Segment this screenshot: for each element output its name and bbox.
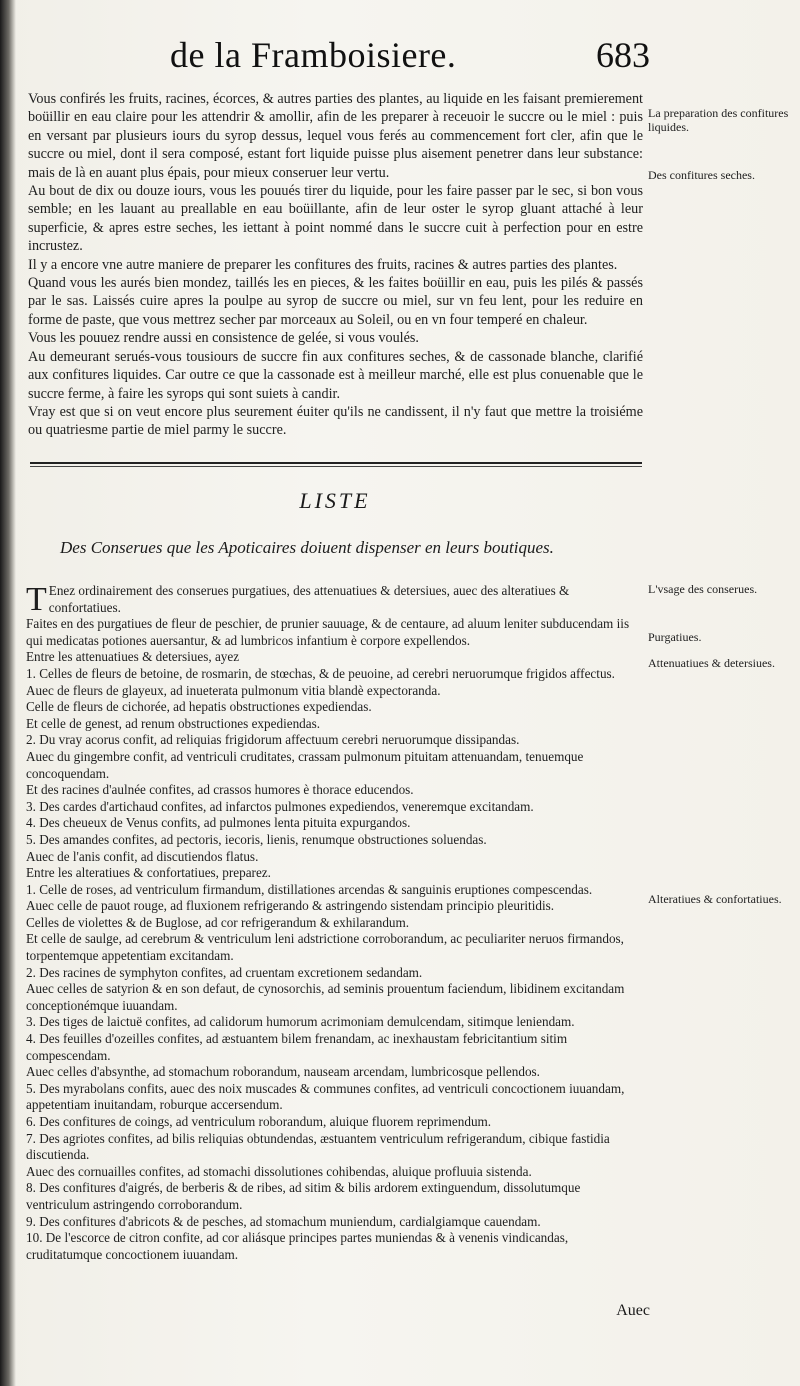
- list-item: Entre les attenuatiues & detersiues, ayez: [26, 649, 240, 665]
- body-text: [28, 90, 643, 440]
- list-item: Et celle de saulge, ad cerebrum & ventriculum leni adstrictione corroborandum, ac peculiariter neruos firmandos, torpentemque appetentiam excitandam.: [26, 931, 624, 964]
- list-item: Celle de fleurs de cichorée, ad hepatis obstructiones expediendas.: [26, 699, 372, 715]
- list-item: 1. Celles de fleurs de betoine, de rosmarin, de stœchas, & de peuoine, ad cerebri neruorumque frigidos affectus.: [26, 665, 615, 681]
- paragraph: Il y a encore vne autre maniere de preparer les confitures des fruits, racines & autres parties des plantes.: [28, 256, 618, 273]
- list-item: [26, 583, 644, 616]
- list-item: 1. Celle de roses, ad ventriculum firmandum, distillationes arcendas & sanguinis eruptiones compescendas.: [26, 881, 593, 897]
- list-item: Auec celles d'absynthe, ad stomachum roborandum, nauseam arcendam, lumbricosque pellendos.: [26, 1064, 540, 1080]
- list-item: Et des racines d'aulnée confites, ad crassos humores è thorace educendos.: [26, 782, 414, 798]
- margin-note: Attenuatiues & detersiues.: [648, 656, 775, 670]
- paragraph: Au bout de dix ou douze iours, vous les pouués tirer du liquide, pour les faire passer par le sec, si bon vous semble; en les lauant au preallable en eau boüillante, afin de leur oster le syrop gluant attaché à leur superficie, & apres estre seches, les iettant à point nommé dans le succre cuit à perfection pour en estre incrustez.: [28, 183, 643, 255]
- paragraph: Au demeurant serués-vous tousiours de succre fin aux confitures seches, & de cassonade blanche, clarifié aux confitures liquides. Car outre ce que la cassonade est à meilleur marché, elle est plus conuenable que le succre ferme, à faire les syrops qui sont suiets à candir.: [28, 348, 643, 402]
- list-item: Auec celle de pauot rouge, ad fluxionem refrigerando & astringendo sistendam principio pleuritidis.: [26, 898, 555, 914]
- list-item: 5. Des amandes confites, ad pectoris, iecoris, lienis, renumque obstructiones soluendas.: [26, 831, 487, 847]
- list-item: 8. Des confitures d'aigrés, de berberis & de ribes, ad sitim & bilis ardorem extinguendum, dissolutumque ventriculum astringendo corroborandum.: [26, 1180, 581, 1212]
- running-title: de la Framboisiere.: [170, 35, 457, 75]
- paragraph: Vray est que si on veut encore plus seurement éuiter qu'ils ne candissent, il n'y faut que mettre la troisiéme ou quatriesme partie de miel parmy le succre.: [28, 403, 643, 439]
- list-item: 7. Des agriotes confites, ad bilis reliquias obtundendas, æstuantem ventriculum refrigerandum, cibique fastidia discutienda.: [26, 1130, 610, 1163]
- list-item: Faites en des purgatiues de fleur de peschier, de prunier sauuage, & de centaure, ad aluum leniter subducendam iis qui medicatas potiones auersantur, & ad lumbricos infantium è corpore expellendos.: [26, 616, 630, 648]
- margin-note: L'vsage des conserues.: [648, 582, 758, 596]
- list-item: 5. Des myrabolans confits, auec des noix muscades & communes confites, ad ventriculi concoctionem iuuandam, appetentiam inuitandam, roburque accersendum.: [26, 1080, 625, 1113]
- conserves-list: [26, 583, 644, 1263]
- list-item: Auec de l'anis confit, ad discutiendos flatus.: [26, 848, 259, 864]
- list-item: Auec du gingembre confit, ad ventriculi cruditates, crassam pulmonum pituitam attenuandam, tenuemque concoquendam.: [26, 748, 584, 781]
- list-item: 10. De l'escorce de citron confite, ad cor aliásque principes partes muniendas & à venenis vindicandas, cruditatumque concoctionem iuuandam.: [26, 1230, 569, 1262]
- section-subtitle: Des Conserues que les Apoticaires doiuent dispenser en leurs boutiques.: [60, 538, 554, 557]
- paragraph: Quand vous les aurés bien mondez, taillés les en pieces, & les faites boüillir en eau, puis les pilés & passés par le sas. Laissés cuire apres la poulpe au syrop de succre ou miel, sur vn feu lent, pour les reduire en forme de paste, que vous mettrez secher par morceaux au Soleil, ou en vn four temperé en chaleur.: [28, 275, 643, 328]
- list-item: Entre les alteratiues & confortatiues, preparez.: [26, 865, 271, 881]
- section-title: LISTE: [299, 488, 371, 513]
- list-item-text: Enez ordinairement des conserues purgatiues, des attenuatiues & detersiues, auec des alteratiues & confortatiues.: [48, 583, 570, 615]
- list-item: Auec des cornuailles confites, ad stomachi dissolutiones cohibendas, aluique profluuia sistenda.: [26, 1163, 532, 1179]
- margin-note: Alteratiues & confortatiues.: [648, 892, 782, 906]
- list-item: 2. Du vray acorus confit, ad reliquias frigidorum affectuum cerebri neruorumque dissipandas.: [26, 732, 520, 748]
- list-item: 3. Des cardes d'artichaud confites, ad infarctos pulmones expediendos, veneremque excitandam.: [26, 798, 534, 814]
- list-item: Auec celles de satyrion & en son defaut, de cynosorchis, ad seminis prouentum faciendum, libidinem excitandam conceptionémque iuuandam.: [26, 981, 625, 1013]
- paragraph: Vous confirés les fruits, racines, écorces, & autres parties des plantes, au liquide en les faisant premierement boüillir en eau claire pour les attendrir & amollir, afin de les preparer à receuoir le succre ou le miel : puis en versant par plusieurs iours du syrop dessus, lequel vous ferés au commencement fort cler, afin que le succre ou miel, dont il sera composé, estant fort liquide puisse plus aisement penetrer dans leur substance: mais de là en auant plus épais, pour mieux conseruer leur vertu.: [28, 91, 643, 181]
- page-number: 683: [596, 35, 650, 75]
- list-item: 2. Des racines de symphyton confites, ad cruentam excretionem sedandam.: [26, 964, 423, 980]
- list-item: 3. Des tiges de laictuë confites, ad calidorum humorum acrimoniam demulcendam, sitimque leniendam.: [26, 1014, 575, 1030]
- list-item: Et celle de genest, ad renum obstructiones expediendas.: [26, 715, 321, 731]
- list-item: Auec de fleurs de glayeux, ad inueterata pulmonum vitia blandè expectoranda.: [26, 682, 441, 698]
- margin-note: Des confitures seches.: [648, 168, 755, 182]
- divider-rule-thin: [30, 466, 642, 467]
- margin-note: La preparation des confitures liquides.: [648, 106, 789, 134]
- drop-cap: T: [26, 581, 47, 618]
- paragraph: Vous les pouuez rendre aussi en consistence de gelée, si vous voulés.: [28, 330, 419, 347]
- list-item: Celles de violettes & de Buglose, ad cor refrigerandum & exhilarandum.: [26, 914, 410, 930]
- running-head: [170, 34, 650, 84]
- list-item: 6. Des confitures de coings, ad ventriculum roborandum, aluique fluorem reprimendum.: [26, 1114, 492, 1129]
- list-item: 4. Des feuilles d'ozeilles confites, ad æstuantem bilem frenandam, ac inexhaustam febricitantium sitim compescendam.: [26, 1031, 568, 1063]
- page-binding-shadow: [0, 0, 16, 1386]
- list-item: 9. Des confitures d'abricots & de pesches, ad stomachum muniendum, cardialgiamque cauendam.: [26, 1213, 541, 1229]
- catchword: Auec: [616, 1302, 650, 1319]
- margin-note: Purgatiues.: [648, 630, 702, 644]
- list-item: 4. Des cheueux de Venus confits, ad pulmones lenta pituita expurgandos.: [26, 815, 411, 831]
- divider-rule: [30, 462, 642, 464]
